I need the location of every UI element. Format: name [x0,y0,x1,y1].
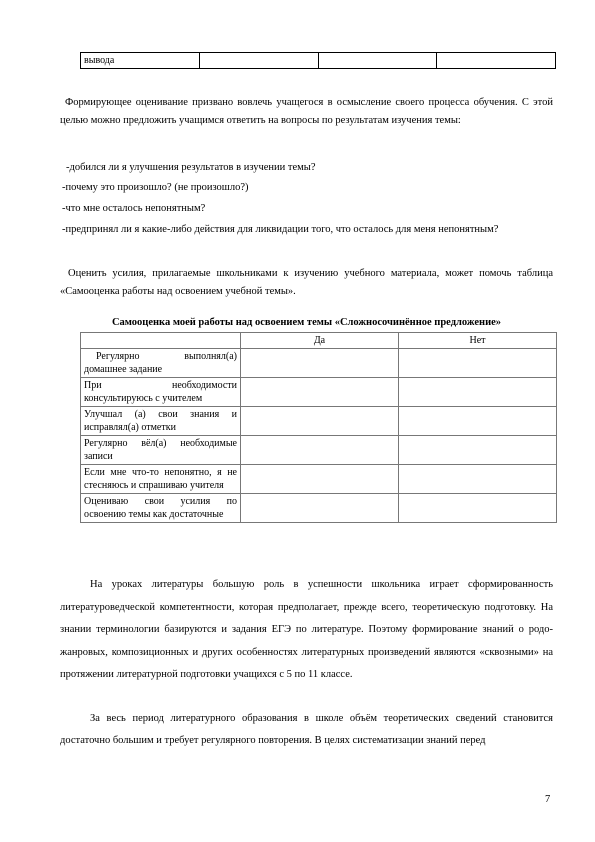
table-cell [318,53,437,69]
column-header-no: Нет [399,333,557,349]
answer-cell-yes [241,494,399,523]
criterion-cell: При необходимости консультируюсь с учителем [81,378,241,407]
question-item: -что мне осталось непонятным? [62,203,206,214]
column-header [81,333,241,349]
criterion-cell: Улучшал (а) свои знания и исправлял(а) отметки [81,407,241,436]
table-row [81,494,557,523]
table-caption: Самооценка моей работы над освоением темы «Сложносочинённое предложение» [111,317,502,328]
table-cell [200,53,319,69]
table-row [81,465,557,494]
answer-cell-no [399,465,557,494]
table-cell [437,53,556,69]
question-item: -почему это произошло? (не произошло?) [62,182,249,193]
criterion-cell: Регулярно вёл(а) необходимые записи [81,436,241,465]
table-row [81,436,557,465]
question-item: -предпринял ли я какие-либо действия для ликвидации того, что осталось для меня непонятным? [62,224,499,235]
criterion-cell: Оцениваю свои усилия по освоению темы как достаточные [81,494,241,523]
paragraph-formative: Формирующее оценивание призвано вовлечь учащегося в осмысление своего процесса обучения. С этой целью можно предложить учащимся ответить на вопросы по результатам изучения темы: [60,97,553,126]
answer-cell-no [399,349,557,378]
table-row [81,407,557,436]
paragraph-self-assessment: Оценить усилия, прилагаемые школьниками к изучению учебного материала, может помочь таблица «Самооценка работы над освоением учебной темы». [60,268,553,297]
paragraph-literature: На уроках литературы большую роль в успешности школьника играет сформированность литературоведческой компетентности, которая предполагает, прежде всего, теоретическую подготовку. На знании терминологии базируются и задания ЕГЭ по литературе. Поэтому формирование знаний о родо-жанровых, композиционных и других особенностях литературных произведений являются «сквозными» на протяжении литературной подготовки учащихся с 5 по 11 классе. [60,579,553,680]
table-row [81,378,557,407]
answer-cell-no [399,378,557,407]
answer-cell-yes [241,436,399,465]
answer-cell-yes [241,378,399,407]
answer-cell-yes [241,407,399,436]
column-header-yes: Да [241,333,399,349]
self-assessment-table [80,332,557,523]
answer-cell-no [399,494,557,523]
criterion-cell: Регулярно выполнял(а) домашнее задание [81,349,241,378]
table-row [81,53,556,69]
question-item: -добился ли я улучшения результатов в изучении темы? [66,162,316,173]
page-number: 7 [545,794,551,805]
answer-cell-yes [241,349,399,378]
paragraph-literary-education: За весь период литературного образования в школе объём теоретических сведений становится достаточно большим и требует регулярного повторения. В целях систематизации знаний перед [60,713,553,746]
criterion-cell: Если мне что-то непонятно, я не стесняюсь и спрашиваю учителя [81,465,241,494]
table-row [81,349,557,378]
answer-cell-no [399,407,557,436]
answer-cell-no [399,436,557,465]
table-header-row [81,333,557,349]
answer-cell-yes [241,465,399,494]
table-cell: вывода [81,53,200,69]
previous-table-fragment [80,52,556,69]
